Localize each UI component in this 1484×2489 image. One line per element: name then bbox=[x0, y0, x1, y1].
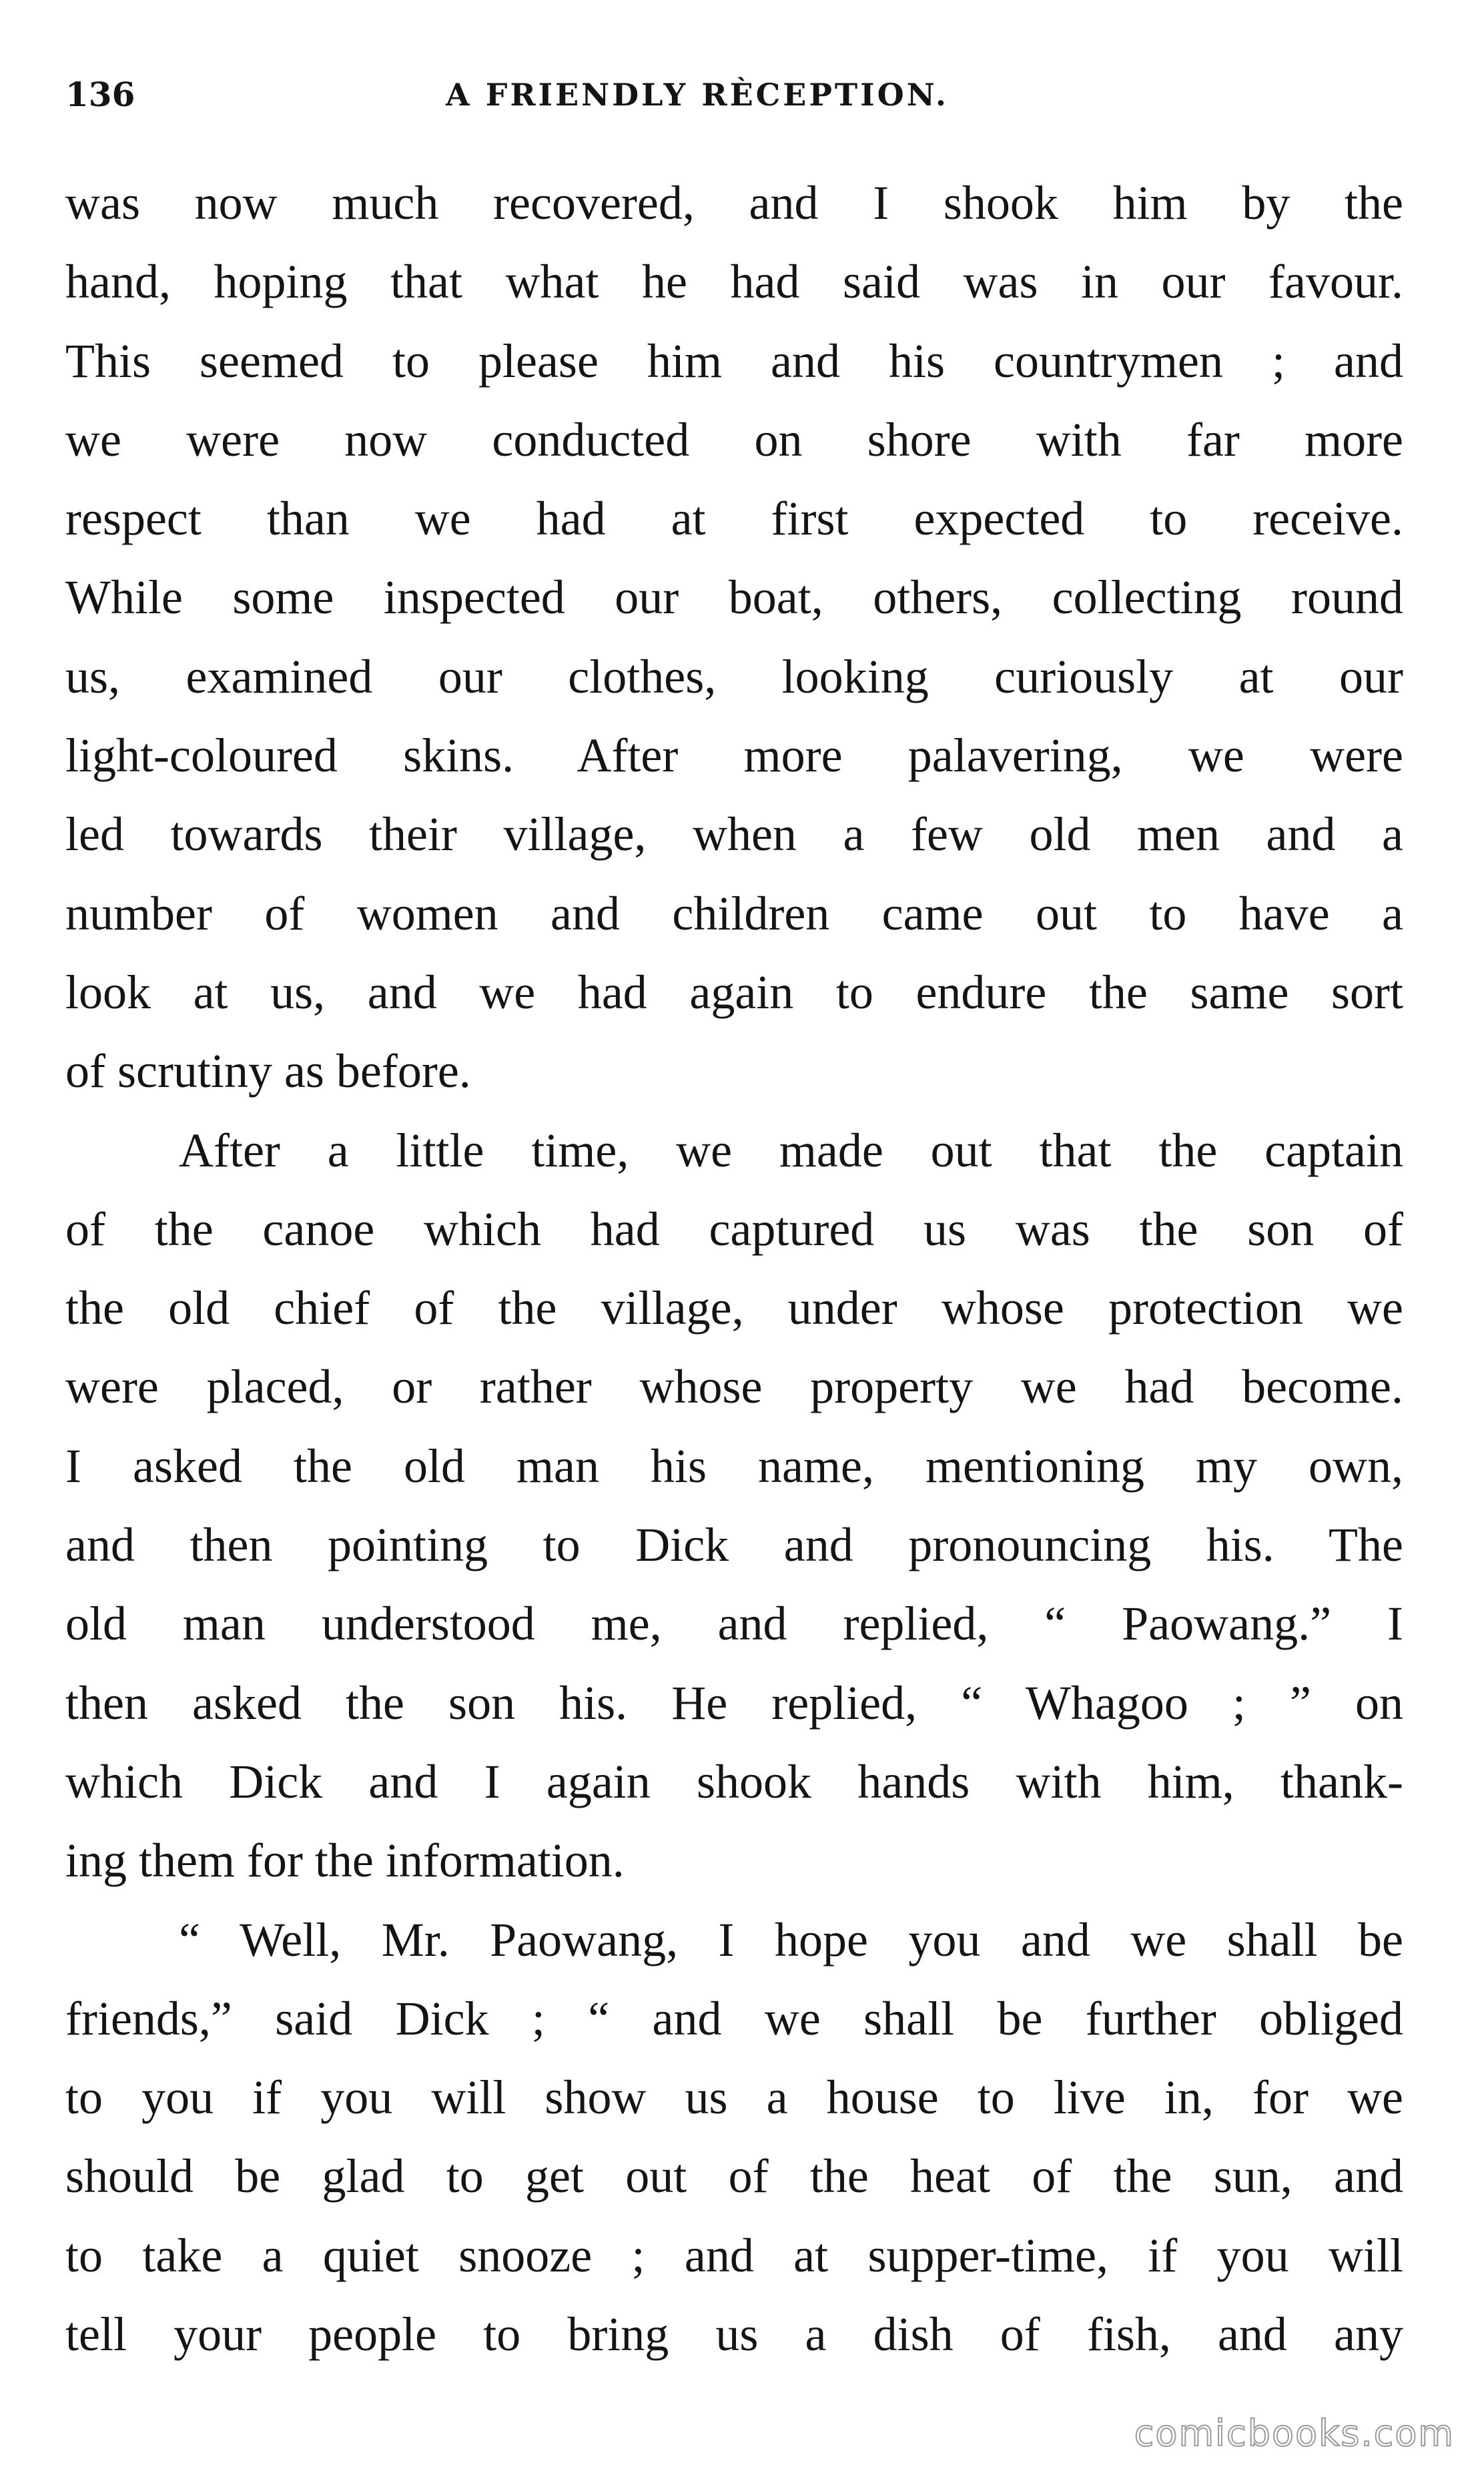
text-line: us, examined our clothes, looking curiously at our bbox=[65, 649, 1403, 703]
text-line: look at us, and we had again to endure the same sort bbox=[65, 965, 1403, 1019]
text-line: then asked the son his. He replied, “ Whagoo ; ” on bbox=[65, 1676, 1403, 1730]
text-line: we were now conducted on shore with far more bbox=[65, 412, 1403, 466]
running-title: A FRIENDLY RÈCEPTION. bbox=[446, 77, 949, 113]
text-line: of scrutiny as before. bbox=[65, 1044, 471, 1098]
text-line: was now much recovered, and I shook him by the bbox=[65, 176, 1403, 230]
text-line: light-coloured skins. After more palavering, we were bbox=[65, 729, 1403, 783]
text-line: led towards their village, when a few old men and a bbox=[65, 807, 1403, 861]
text-line: the old chief of the village, under whose protection we bbox=[65, 1281, 1403, 1335]
text-line: respect than we had at first expected to receive. bbox=[65, 492, 1403, 546]
text-line: I asked the old man his name, mentioning my own, bbox=[65, 1439, 1403, 1493]
paragraph-first-line: After a little time, we made out that the captain bbox=[179, 1123, 1403, 1177]
body-text bbox=[65, 163, 1403, 2374]
paragraph-first-line: “ Well, Mr. Paowang, I hope you and we shall be bbox=[179, 1912, 1403, 1967]
text-line: to take a quiet snooze ; and at supper-time, if you will bbox=[65, 2228, 1403, 2282]
text-line: friends,” said Dick ; “ and we shall be further obliged bbox=[65, 1991, 1403, 2045]
text-line: ing them for the information. bbox=[65, 1834, 625, 1888]
text-line: hand, hoping that what he had said was in our favour. bbox=[65, 255, 1403, 309]
text-line: tell your people to bring us a dish of fish, and any bbox=[65, 2307, 1403, 2362]
text-line: were placed, or rather whose property we had become. bbox=[65, 1360, 1403, 1414]
text-line: to you if you will show us a house to live in, for we bbox=[65, 2071, 1403, 2125]
watermark: comicbooks.com bbox=[1134, 2412, 1455, 2454]
text-line: This seemed to please him and his countrymen ; and bbox=[65, 334, 1403, 388]
text-line: should be glad to get out of the heat of the sun, and bbox=[65, 2149, 1403, 2203]
page-header bbox=[65, 61, 1400, 128]
text-line: While some inspected our boat, others, collecting round bbox=[65, 571, 1403, 625]
page-number: 136 bbox=[65, 75, 135, 114]
text-line: old man understood me, and replied, “ Paowang.” I bbox=[65, 1597, 1403, 1651]
text-line: and then pointing to Dick and pronouncing his. The bbox=[65, 1518, 1403, 1572]
text-line: of the canoe which had captured us was the son of bbox=[65, 1202, 1403, 1256]
text-line: number of women and children came out to have a bbox=[65, 886, 1403, 940]
text-line: which Dick and I again shook hands with him, thank- bbox=[65, 1754, 1403, 1808]
